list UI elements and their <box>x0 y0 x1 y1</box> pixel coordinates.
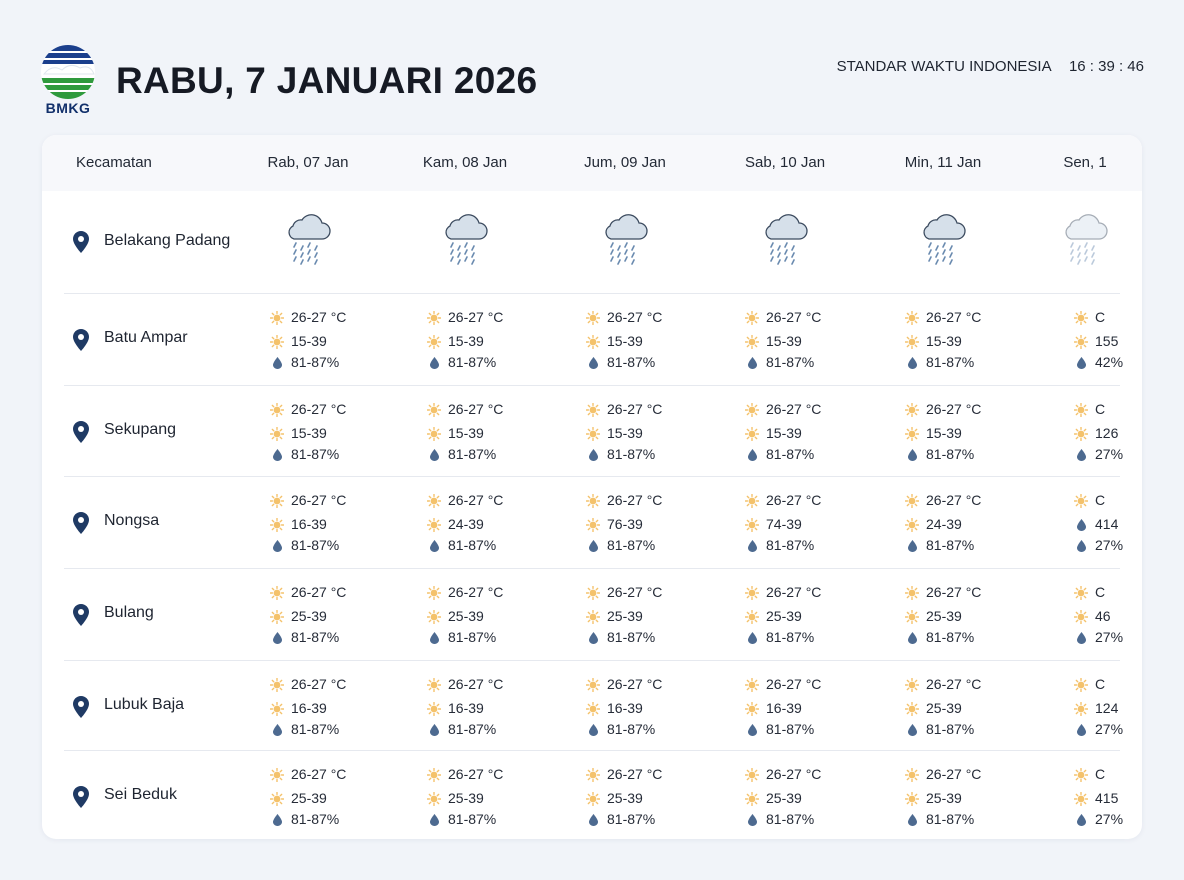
sun-icon <box>586 768 600 782</box>
sun-icon <box>586 494 600 508</box>
temperature-value: 26-27 °C <box>926 401 982 417</box>
temperature-value: 26-27 °C <box>766 676 822 692</box>
range-value: 24-39 <box>448 516 484 532</box>
sun-icon <box>427 311 441 325</box>
sun-icon <box>427 768 441 782</box>
forecast-cell <box>905 309 1015 373</box>
sun-icon <box>1074 768 1088 782</box>
humidity-value: 81-87% <box>607 629 656 645</box>
sun-icon <box>270 518 284 532</box>
range-value: 15-39 <box>607 425 643 441</box>
sun-icon <box>270 403 284 417</box>
forecast-cell <box>270 766 380 830</box>
sun-icon <box>586 586 600 600</box>
sun-icon <box>905 610 919 624</box>
rain-cloud-icon <box>919 211 967 265</box>
column-header-kecamatan: Kecamatan <box>76 154 152 171</box>
humidity-value: 42% <box>1095 354 1124 370</box>
range-value: 25-39 <box>926 790 962 806</box>
humidity-drop-icon <box>430 632 439 644</box>
forecast-cell <box>905 584 1015 648</box>
temperature-value: 26-27 °C <box>448 401 504 417</box>
column-header-day: Sab, 10 Jan <box>744 154 826 171</box>
district-name: Lubuk Baja <box>104 696 185 713</box>
sun-icon <box>270 586 284 600</box>
rain-cloud-icon <box>441 211 489 265</box>
sun-icon <box>1074 702 1088 716</box>
humidity-value: 81-87% <box>766 354 815 370</box>
sun-icon <box>905 311 919 325</box>
temperature-value: 26-27 °C <box>607 676 663 692</box>
rain-cloud-icon <box>284 211 332 265</box>
humidity-drop-icon <box>908 814 917 826</box>
forecast-cell <box>270 309 380 373</box>
humidity-value: 81-87% <box>607 354 656 370</box>
range-value: 15-39 <box>926 425 962 441</box>
range-value: 15-39 <box>766 333 802 349</box>
sun-icon <box>745 335 759 349</box>
range-value: 16-39 <box>291 700 327 716</box>
sun-icon <box>427 702 441 716</box>
sun-icon <box>745 494 759 508</box>
temperature-value: C <box>1095 401 1106 417</box>
district-name: Sekupang <box>104 421 177 438</box>
sun-icon <box>270 610 284 624</box>
humidity-drop-icon <box>273 814 282 826</box>
table-row <box>64 568 1124 660</box>
temperature-value: 26-27 °C <box>766 309 822 325</box>
forecast-cell <box>270 584 380 648</box>
humidity-drop-icon <box>748 449 757 461</box>
temperature-value: 26-27 °C <box>291 766 347 782</box>
forecast-cell <box>905 766 1015 830</box>
temperature-value: C <box>1095 676 1106 692</box>
forecast-cell <box>1074 766 1130 830</box>
range-value: 25-39 <box>448 790 484 806</box>
temperature-value: 26-27 °C <box>291 492 347 508</box>
range-value: 16-39 <box>766 700 802 716</box>
humidity-value: 81-87% <box>448 354 497 370</box>
humidity-value: 81-87% <box>926 721 975 737</box>
humidity-value: 81-87% <box>291 811 340 827</box>
humidity-drop-icon <box>430 449 439 461</box>
table-row <box>64 750 1124 839</box>
sun-icon <box>1074 335 1088 349</box>
temperature-value: C <box>1095 766 1106 782</box>
sun-icon <box>270 427 284 441</box>
forecast-cell <box>1074 584 1130 648</box>
humidity-value: 27% <box>1095 537 1124 553</box>
humidity-value: 81-87% <box>926 446 975 462</box>
humidity-drop-icon <box>273 632 282 644</box>
forecast-cell <box>270 401 380 465</box>
forecast-cell <box>427 492 537 556</box>
location-pin-icon <box>73 786 89 808</box>
sun-icon <box>905 427 919 441</box>
location-pin-icon <box>73 329 89 351</box>
humidity-drop-icon <box>273 357 282 369</box>
humidity-drop-icon <box>273 449 282 461</box>
temperature-value: 26-27 °C <box>926 766 982 782</box>
humidity-drop-icon <box>273 540 282 552</box>
humidity-value: 81-87% <box>291 446 340 462</box>
humidity-value: 27% <box>1095 721 1124 737</box>
range-value: 24-39 <box>926 516 962 532</box>
range-value: 25-39 <box>448 608 484 624</box>
temperature-value: 26-27 °C <box>766 766 822 782</box>
sun-icon <box>427 335 441 349</box>
range-value: 16-39 <box>607 700 643 716</box>
forecast-cell <box>586 766 696 830</box>
humidity-value: 81-87% <box>607 811 656 827</box>
forecast-cell <box>270 676 380 740</box>
location-pin-icon <box>73 231 89 253</box>
humidity-drop-icon <box>908 632 917 644</box>
column-header-day: Sen, 1 <box>1063 154 1107 171</box>
humidity-drop-icon <box>589 449 598 461</box>
temperature-value: C <box>1095 584 1106 600</box>
humidity-value: 81-87% <box>766 811 815 827</box>
district-name: Batu Ampar <box>104 329 188 346</box>
humidity-drop-icon <box>589 632 598 644</box>
temperature-value: 26-27 °C <box>607 766 663 782</box>
humidity-value: 81-87% <box>766 446 815 462</box>
sun-icon <box>586 311 600 325</box>
logo-text: BMKG <box>45 100 91 116</box>
range-value: 46 <box>1095 608 1111 624</box>
range-value: 415 <box>1095 790 1119 806</box>
humidity-drop-icon <box>1077 632 1086 644</box>
time-bar <box>837 58 1144 75</box>
forecast-cell <box>1074 492 1130 556</box>
range-value: 25-39 <box>766 790 802 806</box>
sun-icon <box>905 335 919 349</box>
table-row <box>64 660 1124 750</box>
location-pin-icon <box>73 512 89 534</box>
sun-icon <box>745 518 759 532</box>
range-value: 25-39 <box>291 608 327 624</box>
temperature-value: C <box>1095 492 1106 508</box>
sun-icon <box>1074 427 1088 441</box>
temperature-value: 26-27 °C <box>926 492 982 508</box>
sun-icon <box>905 494 919 508</box>
humidity-drop-icon <box>273 724 282 736</box>
sun-icon <box>905 678 919 692</box>
location-pin-icon <box>73 696 89 718</box>
temperature-value: 26-27 °C <box>291 676 347 692</box>
table-header <box>42 135 1142 191</box>
humidity-drop-icon <box>430 814 439 826</box>
temperature-value: 26-27 °C <box>448 676 504 692</box>
sun-icon <box>270 335 284 349</box>
forecast-cell <box>586 584 696 648</box>
humidity-drop-icon <box>589 540 598 552</box>
forecast-cell <box>427 766 537 830</box>
forecast-cell <box>1074 309 1130 373</box>
forecast-cell <box>745 766 855 830</box>
sun-icon <box>745 610 759 624</box>
column-header-day: Min, 11 Jan <box>904 154 982 171</box>
humidity-drop-icon <box>748 724 757 736</box>
range-value: 15-39 <box>448 333 484 349</box>
temperature-value: 26-27 °C <box>607 492 663 508</box>
sun-icon <box>905 702 919 716</box>
humidity-value: 81-87% <box>448 629 497 645</box>
humidity-value: 81-87% <box>448 446 497 462</box>
table-row <box>64 293 1124 385</box>
forecast-cell <box>586 401 696 465</box>
humidity-value: 81-87% <box>607 446 656 462</box>
range-value: 16-39 <box>448 700 484 716</box>
sun-icon <box>745 403 759 417</box>
sun-icon <box>745 311 759 325</box>
sun-icon <box>1074 678 1088 692</box>
humidity-drop-icon <box>1077 724 1086 736</box>
forecast-cell <box>1074 401 1130 465</box>
range-value: 76-39 <box>607 516 643 532</box>
sun-icon <box>905 586 919 600</box>
humidity-value: 81-87% <box>291 537 340 553</box>
sun-icon <box>905 792 919 806</box>
sun-icon <box>745 427 759 441</box>
sun-icon <box>586 427 600 441</box>
district-name: Belakang Padang <box>104 232 231 249</box>
sun-icon <box>427 518 441 532</box>
temperature-value: 26-27 °C <box>607 584 663 600</box>
humidity-value: 81-87% <box>448 721 497 737</box>
sun-icon <box>1074 494 1088 508</box>
sun-icon <box>1074 403 1088 417</box>
sun-icon <box>586 792 600 806</box>
range-value: 25-39 <box>291 790 327 806</box>
humidity-drop-icon <box>1077 540 1086 552</box>
temperature-value: 26-27 °C <box>448 766 504 782</box>
sun-icon <box>270 678 284 692</box>
range-value: 74-39 <box>766 516 802 532</box>
temperature-value: 26-27 °C <box>926 676 982 692</box>
humidity-drop-icon <box>748 814 757 826</box>
rain-cloud-icon <box>1061 211 1109 265</box>
forecast-cell <box>270 492 380 556</box>
forecast-cell <box>586 676 696 740</box>
sun-icon <box>270 702 284 716</box>
temperature-value: 26-27 °C <box>291 584 347 600</box>
sun-icon <box>270 311 284 325</box>
humidity-value: 81-87% <box>448 537 497 553</box>
humidity-drop-icon <box>430 357 439 369</box>
temperature-value: 26-27 °C <box>291 401 347 417</box>
humidity-value: 27% <box>1095 811 1124 827</box>
humidity-value: 81-87% <box>291 629 340 645</box>
forecast-cell <box>1074 676 1130 740</box>
sun-icon <box>1074 792 1088 806</box>
temperature-value: 26-27 °C <box>448 492 504 508</box>
temperature-value: 26-27 °C <box>926 584 982 600</box>
humidity-value: 81-87% <box>766 721 815 737</box>
humidity-drop-icon <box>748 357 757 369</box>
district-name: Sei Beduk <box>104 786 177 803</box>
forecast-cell <box>745 584 855 648</box>
range-value: 126 <box>1095 425 1119 441</box>
sun-icon <box>905 518 919 532</box>
sun-icon <box>905 403 919 417</box>
humidity-drop-icon <box>430 540 439 552</box>
humidity-value: 81-87% <box>291 721 340 737</box>
humidity-drop-icon <box>908 724 917 736</box>
humidity-value: 81-87% <box>926 537 975 553</box>
humidity-drop-icon <box>908 540 917 552</box>
temperature-value: 26-27 °C <box>766 584 822 600</box>
rain-cloud-icon <box>761 211 809 265</box>
humidity-value: 81-87% <box>291 354 340 370</box>
district-name: Bulang <box>104 604 154 621</box>
sun-icon <box>270 792 284 806</box>
district-name: Nongsa <box>104 512 160 529</box>
forecast-cell <box>427 584 537 648</box>
temperature-value: 26-27 °C <box>607 401 663 417</box>
range-value: 25-39 <box>926 608 962 624</box>
range-value: 15-39 <box>291 333 327 349</box>
humidity-drop-icon <box>1077 357 1086 369</box>
temperature-value: 26-27 °C <box>766 492 822 508</box>
range-value: 15-39 <box>448 425 484 441</box>
bmkg-logo <box>38 44 98 116</box>
sun-icon <box>586 702 600 716</box>
table-row <box>64 385 1124 476</box>
sun-icon <box>586 610 600 624</box>
sun-icon <box>586 518 600 532</box>
range-value: 25-39 <box>607 790 643 806</box>
range-value: 15-39 <box>926 333 962 349</box>
sun-icon <box>427 494 441 508</box>
humidity-drop-icon <box>1077 814 1086 826</box>
humidity-drop-icon <box>1077 449 1086 461</box>
humidity-drop-icon <box>908 357 917 369</box>
humidity-value: 81-87% <box>766 629 815 645</box>
range-value: 414 <box>1095 516 1119 532</box>
temperature-value: 26-27 °C <box>926 309 982 325</box>
page-title: RABU, 7 JANUARI 2026 <box>116 60 538 101</box>
forecast-table <box>42 135 1142 839</box>
column-header-day: Jum, 09 Jan <box>584 154 666 171</box>
humidity-drop-icon <box>589 724 598 736</box>
sun-icon <box>905 768 919 782</box>
forecast-cell <box>427 676 537 740</box>
bmkg-globe-icon <box>38 44 98 100</box>
humidity-value: 81-87% <box>926 354 975 370</box>
sun-icon <box>270 494 284 508</box>
range-value: 25-39 <box>926 700 962 716</box>
humidity-drop-icon <box>589 357 598 369</box>
range-value: 124 <box>1095 700 1119 716</box>
range-value: 25-39 <box>607 608 643 624</box>
sun-icon <box>1074 610 1088 624</box>
sun-icon <box>427 427 441 441</box>
temperature-value: C <box>1095 309 1106 325</box>
humidity-drop-icon <box>589 814 598 826</box>
sun-icon <box>427 403 441 417</box>
temperature-value: 26-27 °C <box>448 584 504 600</box>
humidity-value: 81-87% <box>448 811 497 827</box>
location-pin-icon <box>73 604 89 626</box>
temperature-value: 26-27 °C <box>448 309 504 325</box>
sun-icon <box>427 678 441 692</box>
sun-icon <box>1074 586 1088 600</box>
sun-icon <box>586 678 600 692</box>
sun-icon <box>427 610 441 624</box>
sun-icon <box>586 335 600 349</box>
humidity-value: 81-87% <box>766 537 815 553</box>
forecast-cell <box>905 401 1015 465</box>
humidity-drop-icon <box>748 540 757 552</box>
sun-icon <box>745 768 759 782</box>
forecast-cell <box>586 309 696 373</box>
range-value: 25-39 <box>766 608 802 624</box>
table-row <box>64 191 1120 293</box>
forecast-cell <box>745 492 855 556</box>
sun-icon <box>745 702 759 716</box>
range-value: 15-39 <box>291 425 327 441</box>
clock: 16 : 39 : 46 <box>1068 58 1144 75</box>
humidity-value: 81-87% <box>607 537 656 553</box>
humidity-drop-icon <box>430 724 439 736</box>
forecast-cell <box>427 401 537 465</box>
forecast-cell <box>427 309 537 373</box>
forecast-cell <box>905 676 1015 740</box>
sun-icon <box>745 678 759 692</box>
sun-icon <box>270 768 284 782</box>
sun-icon <box>427 792 441 806</box>
temperature-value: 26-27 °C <box>766 401 822 417</box>
sun-icon <box>586 403 600 417</box>
forecast-cell <box>905 492 1015 556</box>
forecast-cell <box>745 676 855 740</box>
location-pin-icon <box>73 421 89 443</box>
humidity-drop-icon <box>748 632 757 644</box>
humidity-value: 27% <box>1095 446 1124 462</box>
time-zone-label: STANDAR WAKTU INDONESIA <box>836 58 1051 75</box>
sun-icon <box>745 792 759 806</box>
humidity-value: 27% <box>1095 629 1124 645</box>
humidity-value: 81-87% <box>926 811 975 827</box>
sun-icon <box>427 586 441 600</box>
rain-cloud-icon <box>601 211 649 265</box>
humidity-value: 81-87% <box>607 721 656 737</box>
forecast-cell <box>745 309 855 373</box>
sun-icon <box>745 586 759 600</box>
column-header-day: Rab, 07 Jan <box>267 154 349 171</box>
temperature-value: 26-27 °C <box>607 309 663 325</box>
range-value: 16-39 <box>291 516 327 532</box>
forecast-cell <box>745 401 855 465</box>
range-value: 155 <box>1095 333 1119 349</box>
forecast-cell <box>586 492 696 556</box>
range-value: 15-39 <box>607 333 643 349</box>
temperature-value: 26-27 °C <box>291 309 347 325</box>
humidity-drop-icon <box>908 449 917 461</box>
range-value: 15-39 <box>766 425 802 441</box>
sun-icon <box>1074 311 1088 325</box>
humidity-drop-icon <box>1077 519 1086 531</box>
table-row <box>64 476 1124 568</box>
column-header-day: Kam, 08 Jan <box>422 154 508 171</box>
humidity-value: 81-87% <box>926 629 975 645</box>
